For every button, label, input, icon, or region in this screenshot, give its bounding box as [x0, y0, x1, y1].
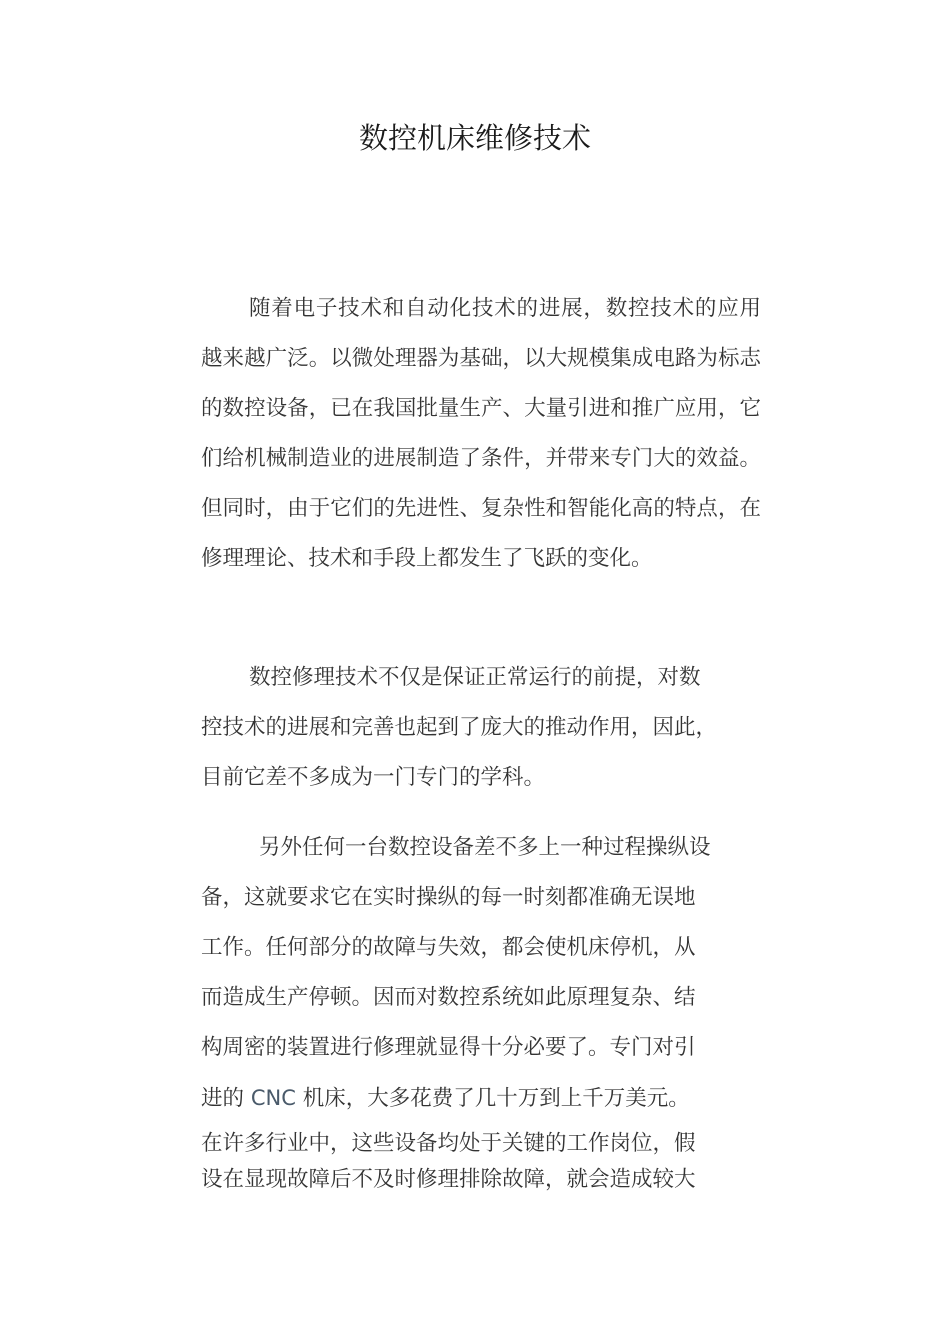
text-segment: 机床，大多花费了几十万到上千万美元。: [295, 1086, 690, 1111]
paragraph-3: [201, 823, 761, 1124]
paragraph-2: [201, 653, 761, 803]
paragraph-3-last-line: [201, 1073, 761, 1124]
cnc-term: CNC: [250, 1086, 296, 1110]
paragraph-2-line: 目前它差不多成为一门专门的学科。: [201, 765, 546, 790]
paragraph-3-line: 而造成生产停顿。因而对数控系统如此原理复杂、结: [201, 985, 696, 1010]
paragraph-4-line: 在许多行业中，这些设备均处于关键的工作岗位，假: [201, 1131, 696, 1156]
document-title: 数控机床维修技术: [358, 121, 591, 155]
paragraph-3-line: 另外任何一台数控设备差不多上一种过程操纵设: [259, 835, 711, 860]
paragraph-2-line: 数控修理技术不仅是保证正常运行的前提，对数: [249, 665, 701, 690]
paragraph-3-line: 工作。任何部分的故障与失效，都会使机床停机，从: [201, 935, 696, 960]
paragraph-1: 随着电子技术和自动化技术的进展，数控技术的应用越来越广泛。以微处理器为基础，以大规模集成电路为标志的数控设备，已在我国批量生产、大量引进和推广应用，它们给机械制造业的进展制造了条件，并带来专门大的效益。但同时，由于它们的先进性、复杂性和智能化高的特点，在修理理论、技术和手段上都发生了飞跃的变化。: [201, 296, 761, 571]
text-segment: 进的: [201, 1086, 251, 1111]
paragraph-3-line: 备，这就要求它在实时操纵的每一时刻都准确无误地: [201, 885, 696, 910]
paragraph-3-line: 构周密的装置进行修理就显得十分必要了。专门对引: [201, 1035, 696, 1060]
paragraph-4-line: 设在显现故障后不及时修理排除故障，就会造成较大: [201, 1167, 696, 1192]
paragraph-2-line: 控技术的进展和完善也起到了庞大的推动作用，因此，: [201, 715, 718, 740]
paragraph-4: [201, 1126, 761, 1198]
